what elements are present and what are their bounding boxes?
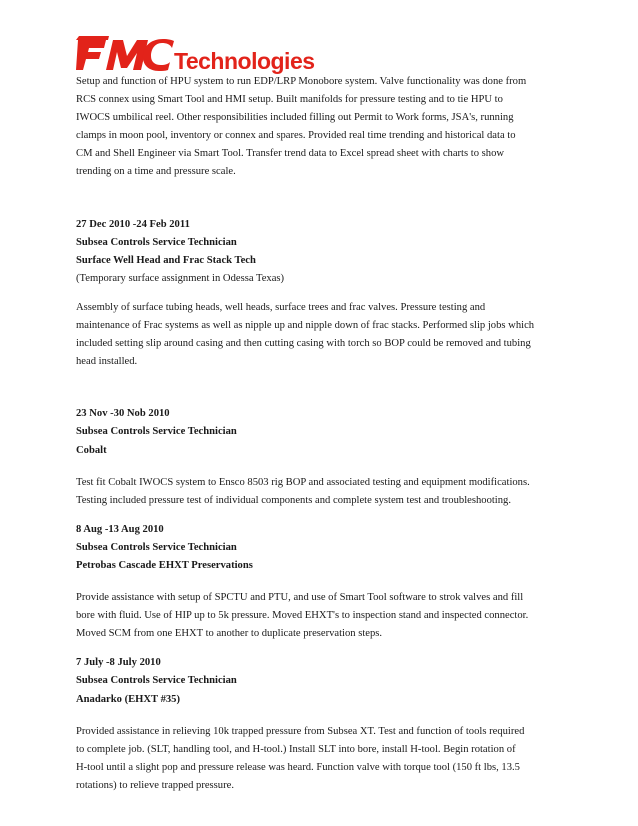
entry-project: Anadarko (EHXT #35) — [76, 693, 180, 705]
text-line: rotations) to relieve trapped pressure. — [76, 779, 234, 791]
intro-paragraph — [76, 73, 566, 182]
fmc-technologies-logo — [76, 32, 315, 74]
text-line: included setting slip around casing and then cutting casing with torch so BOP could be removed and tubing — [76, 338, 531, 350]
entry-petrobas-cascade — [76, 521, 566, 644]
entry-dates: 7 July -8 July 2010 — [76, 657, 161, 669]
text-line: H-tool until a slight pop and pressure release was heard. Function valve with torque tool (150 ft lbs, 13.5 — [76, 761, 520, 773]
entry-role: Subsea Controls Service Technician — [76, 675, 237, 687]
svg-text:Technologies: Technologies — [174, 48, 315, 74]
resume-content — [76, 73, 566, 795]
text-line: Setup and function of HPU system to run EDP/LRP Monobore system. Valve functionality was done from — [76, 76, 527, 87]
entry-project: Surface Well Head and Frac Stack Tech — [76, 254, 256, 266]
text-line: Test fit Cobalt IWOCS system to Ensco 8503 rig BOP and associated testing and equipment modifications. — [76, 476, 530, 488]
text-line: Provide assistance with setup of SPCTU and PTU, and use of Smart Tool software to strok valves and fill — [76, 592, 524, 604]
entry-project: Petrobas Cascade EHXT Preservations — [76, 559, 253, 571]
text-line: CM and Shell Engineer via Smart Tool. Transfer trend data to Excel spread sheet with charts to show — [76, 148, 505, 160]
entry-dates: 8 Aug -13 Aug 2010 — [76, 523, 164, 535]
entry-role: Subsea Controls Service Technician — [76, 541, 237, 553]
entry-project: Cobalt — [76, 444, 107, 456]
text-line: Assembly of surface tubing heads, well heads, surface trees and frac valves. Pressure testing and — [76, 301, 486, 313]
text-line: Moved SCM from one EHXT to another to duplicate preservation steps. — [76, 628, 383, 640]
text-line: trending on a time and pressure scale. — [76, 166, 236, 178]
entry-dates: 23 Nov -30 Nob 2010 — [76, 408, 170, 420]
text-line: clamps in moon pool, inventory or connex and spares. Provided real time trending and historical data to — [76, 130, 516, 142]
text-line: bore with fluid. Use of HIP up to 5k pressure. Moved EHXT's to inspection stand and inspected connector. — [76, 610, 529, 622]
entry-role: Subsea Controls Service Technician — [76, 236, 237, 248]
entry-anadarko — [76, 654, 566, 795]
entry-dates: 27 Dec 2010 -24 Feb 2011 — [76, 218, 190, 230]
text-line: to complete job. (SLT, handling tool, and H-tool.) Install SLT into bore, install H-tool. Begin rotation of — [76, 743, 516, 755]
entry-surface-well-head — [76, 216, 566, 372]
entry-cobalt — [76, 405, 566, 509]
text-line: Testing included pressure test of individual components and complete system test and troubleshooting. — [76, 494, 511, 506]
text-line: head installed. — [76, 356, 138, 368]
text-line: Provided assistance in relieving 10k trapped pressure from Subsea XT. Test and function of tools required — [76, 725, 525, 737]
text-line: IWOCS umbilical reel. Other responsibilities included filling out Permit to Work forms, JSA's, running — [76, 112, 514, 124]
text-line: RCS connex using Smart Tool and HMI setup. Built manifolds for pressure testing and to tie HPU to — [76, 94, 503, 106]
fmc-logo-graphic — [76, 32, 315, 74]
entry-role: Subsea Controls Service Technician — [76, 426, 237, 438]
entry-note: (Temporary surface assignment in Odessa Texas) — [76, 272, 285, 284]
text-line: maintenance of Frac systems as well as nipple up and nipple down of frac stacks. Performed slip jobs which — [76, 320, 535, 332]
